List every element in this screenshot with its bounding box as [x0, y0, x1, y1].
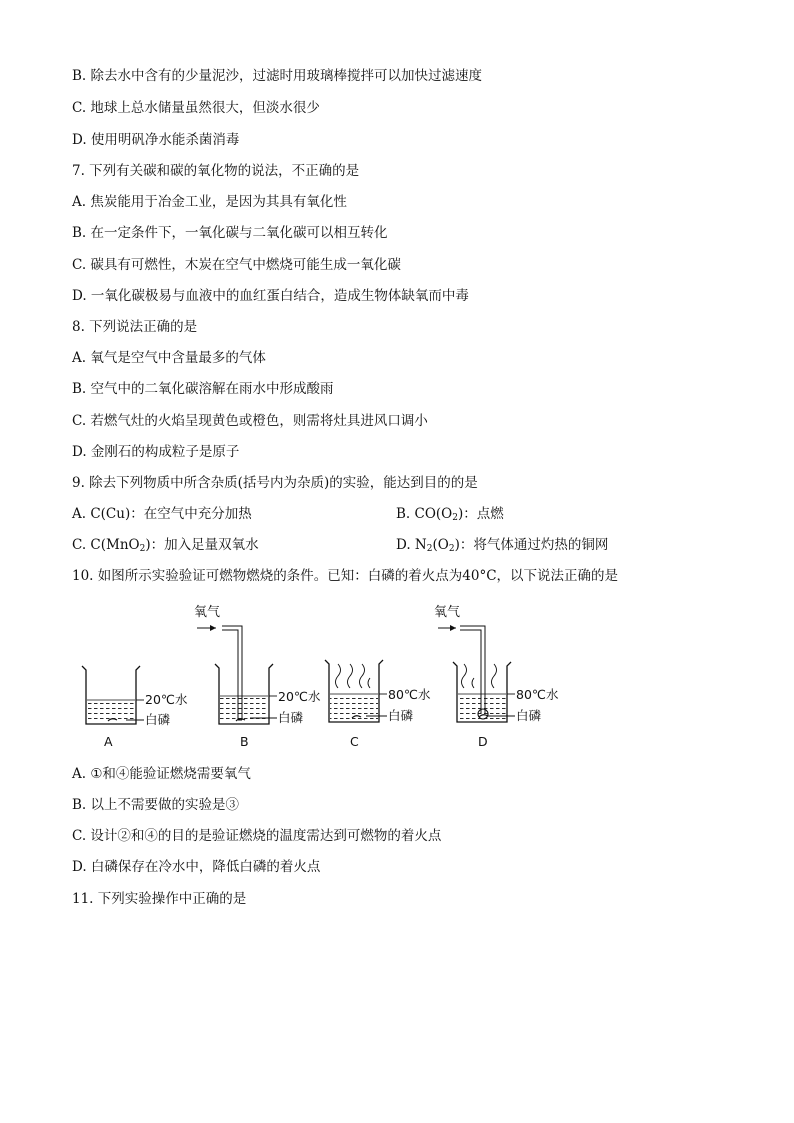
arrowhead-d [450, 625, 456, 631]
q7-stem: 7. 下列有关碳和碳的氧化物的说法，不正确的是 [72, 163, 360, 179]
q10-experiment-figure [70, 596, 570, 756]
q10-option-d: D. 白磷保存在冷水中，降低白磷的着火点 [72, 859, 321, 875]
q9-option-d: D. $N_2(O_2)$：将气体通过灼热的铜网 [396, 537, 609, 554]
q6-option-d: D. 使用明矾净水能杀菌消毒 [72, 132, 240, 148]
beaker-b-water-label: 20℃水 [278, 689, 321, 704]
q9-option-b: B. $CO(O_2)$：点燃 [396, 506, 504, 523]
beaker-a-phosphorus-label: 白磷 [145, 712, 171, 727]
q7-option-c: C. 碳具有可燃性，木炭在空气中燃烧可能生成一氧化碳 [72, 257, 401, 273]
beaker-c [325, 660, 387, 722]
beaker-c-water-label: 80℃水 [388, 687, 431, 702]
q10-option-c: C. 设计②和④的目的是验证燃烧的温度需达到可燃物的着火点 [72, 828, 442, 844]
label-b: B [240, 734, 249, 749]
oxygen-label-b: 氧气 [194, 605, 221, 620]
beaker-b-phosphorus-label: 白磷 [278, 710, 304, 725]
beaker-c-phosphorus-label: 白磷 [388, 708, 414, 723]
arrowhead-b [210, 625, 216, 631]
beaker-a [82, 666, 144, 724]
q7-option-b: B. 在一定条件下，一氧化碳与二氧化碳可以相互转化 [72, 225, 388, 241]
q8-option-c: C. 若燃气灶的火焰呈现黄色或橙色，则需将灶具进风口调小 [72, 413, 428, 429]
label-a: A [104, 734, 113, 749]
q7-option-d: D. 一氧化碳极易与血液中的血红蛋白结合，造成生物体缺氧而中毒 [72, 288, 469, 304]
q9-option-a: A. C(Cu)：在空气中充分加热 [72, 506, 252, 522]
q8-option-b: B. 空气中的二氧化碳溶解在雨水中形成酸雨 [72, 381, 334, 397]
q7-option-a: A. 焦炭能用于冶金工业，是因为其具有氧化性 [72, 194, 347, 210]
q6-option-c: C. 地球上总水储量虽然很大，但淡水很少 [72, 100, 320, 116]
q9-option-c: C. C(MnO$_2$)：加入足量双氧水 [72, 537, 259, 554]
beaker-d-water-label: 80℃水 [516, 687, 559, 702]
q6-option-b: B. 除去水中含有的少量泥沙，过滤时用玻璃棒搅拌可以加快过滤速度 [72, 68, 483, 84]
label-d: D [478, 734, 488, 749]
beaker-b [215, 626, 277, 724]
q11-stem: 11. 下列实验操作中正确的是 [72, 891, 247, 907]
label-c: C [350, 734, 359, 749]
q8-option-d: D. 金刚石的构成粒子是原子 [72, 444, 240, 460]
q10-stem: 10. 如图所示实验验证可燃物燃烧的条件。已知：白磷的着火点为40°C，以下说法正确的是 [72, 568, 619, 584]
q8-stem: 8. 下列说法正确的是 [72, 319, 198, 335]
q10-option-b: B. 以上不需要做的实验是③ [72, 797, 240, 813]
q10-option-a: A. ①和④能验证燃烧需要氧气 [72, 766, 251, 782]
beaker-d [453, 626, 515, 722]
q9-stem: 9. 除去下列物质中所含杂质(括号内为杂质)的实验，能达到目的的是 [72, 475, 478, 491]
beaker-a-water-label: 20℃水 [145, 692, 188, 707]
q8-option-a: A. 氧气是空气中含量最多的气体 [72, 350, 266, 366]
beaker-d-phosphorus-label: 白磷 [516, 708, 542, 723]
oxygen-label-d: 氧气 [434, 605, 461, 620]
